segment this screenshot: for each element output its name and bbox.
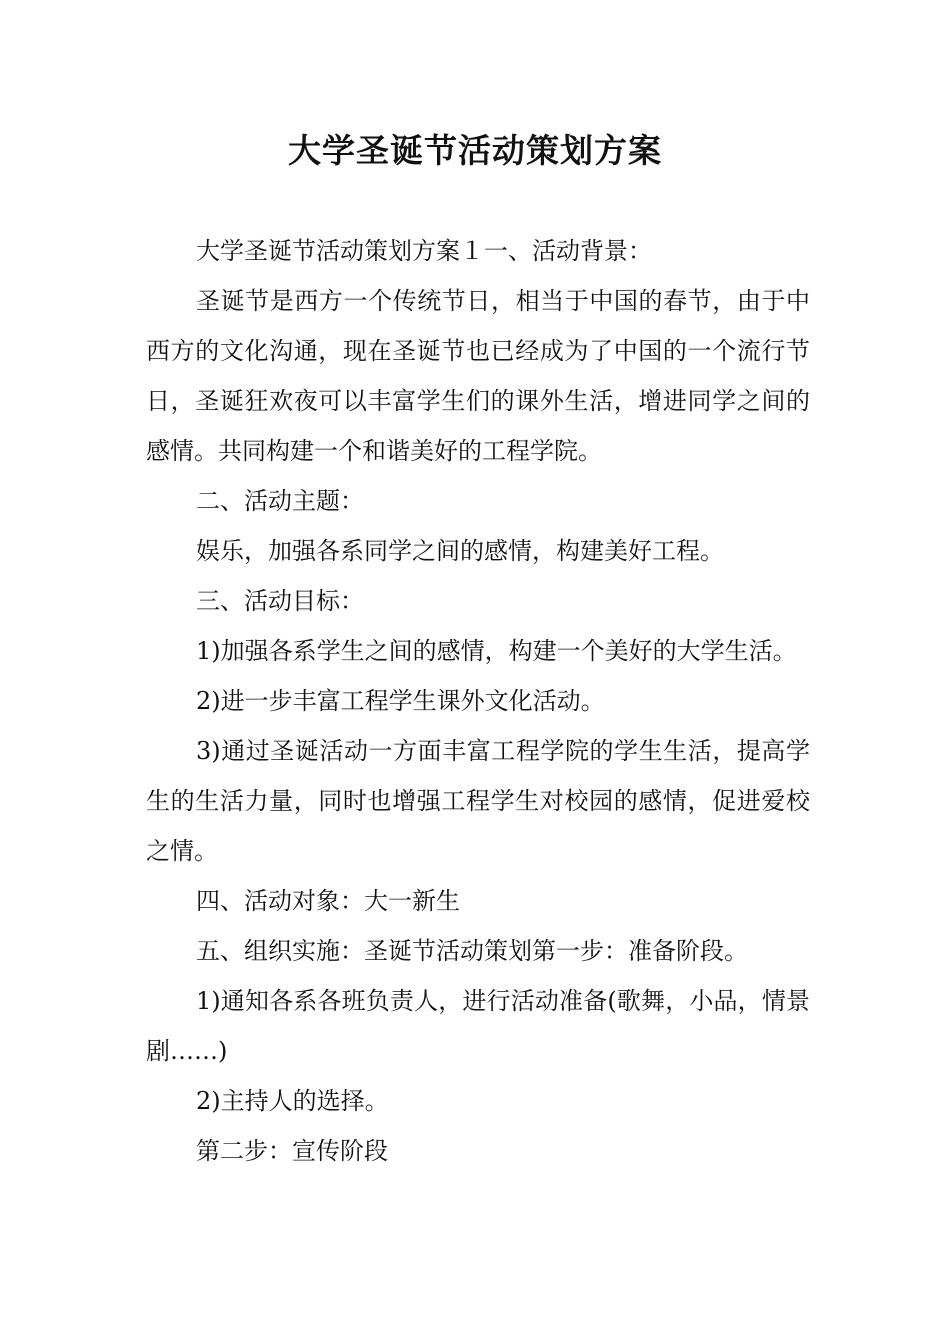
paragraph-step-1-2: 2)主持人的选择。 xyxy=(196,1087,389,1115)
document-title: 大学圣诞节活动策划方案 xyxy=(288,131,662,170)
heading-goals: 三、活动目标： xyxy=(196,587,364,615)
heading-theme: 二、活动主题： xyxy=(196,487,364,515)
paragraph-implementation: 五、组织实施：圣诞节活动策划第一步：准备阶段。 xyxy=(196,937,748,965)
paragraph-step-1-1: 1)通知各系各班负责人，进行活动准备(歌舞，小品，情景剧……) xyxy=(146,987,810,1065)
paragraph-background: 圣诞节是西方一个传统节日，相当于中国的春节，由于中西方的文化沟通，现在圣诞节也已经成为了中国的一个流行节日，圣诞狂欢夜可以丰富学生们的课外生活，增进同学之间的感情。共同构建一个和谐美好的工程学院。 xyxy=(146,287,810,465)
paragraph-goal-3: 3)通过圣诞活动一方面丰富工程学院的学生生活，提高学生的生活力量，同时也增强工程学生对校园的感情，促进爱校之情。 xyxy=(146,737,810,865)
paragraph-audience: 四、活动对象：大一新生 xyxy=(196,887,460,915)
paragraph-theme: 娱乐，加强各系同学之间的感情，构建美好工程。 xyxy=(196,537,724,565)
paragraph-intro: 大学圣诞节活动策划方案１一、活动背景： xyxy=(196,237,652,265)
paragraph-goal-1: 1)加强各系学生之间的感情，构建一个美好的大学生活。 xyxy=(196,637,797,665)
document-body xyxy=(146,226,810,1176)
paragraph-goal-2: 2)进一步丰富工程学生课外文化活动。 xyxy=(196,687,605,715)
paragraph-step-2: 第二步：宣传阶段 xyxy=(196,1137,388,1165)
